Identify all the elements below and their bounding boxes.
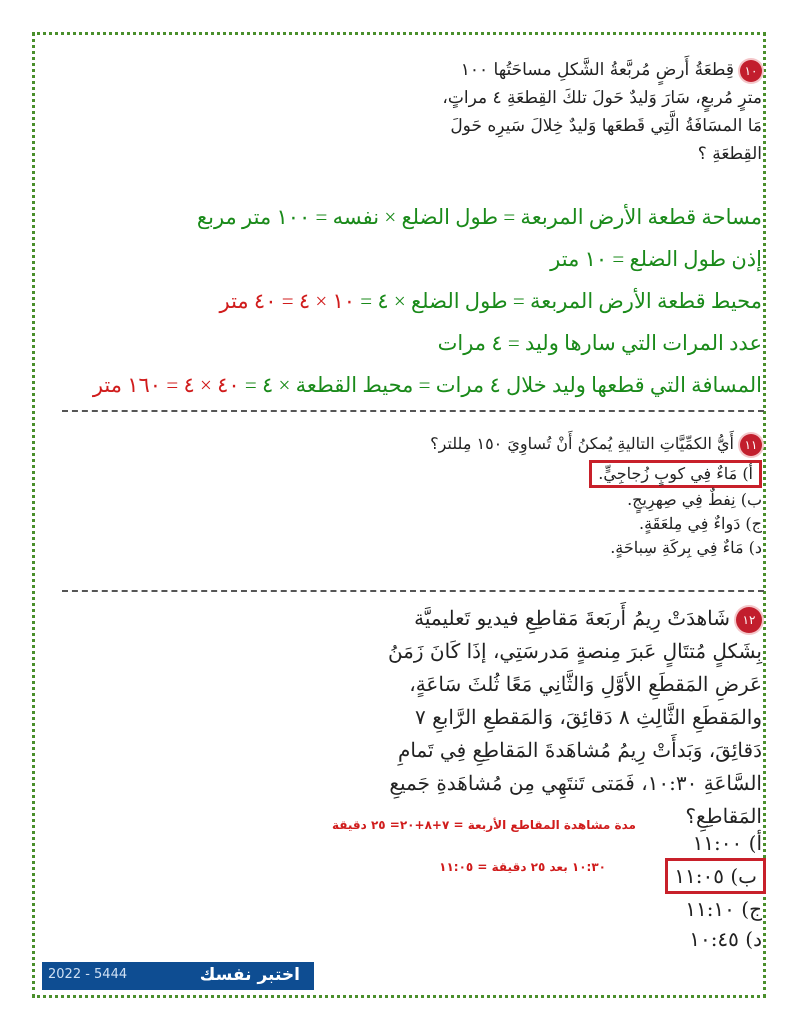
solution-line-side: إذن طول الضلع = ١٠ متر [550,247,762,271]
option-b: ب) نِفطٌ فِي صِهرِيجٍ. [627,490,762,509]
solution-perimeter-formula: محيط قطعة الأرض المربعة = طول الضلع × ٤ = [355,289,762,313]
question-number-badge: ١٠ [740,60,762,82]
question-12 [72,602,762,833]
section-divider [62,410,764,412]
annotation-total-duration: مدة مشاهدة المقاطع الأربعة = ٧+٨+٢٠= ٢٥ دقيقة [331,818,636,832]
annotation-end-time: ١٠:٣٠ بعد ٢٥ دقيقة = ١١:٠٥ [439,860,606,874]
question-line: مترٍ مُربعٍ، سَارَ وَليدٌ حَولَ تلكَ القِطعَةِ ٤ مراتٍ، [442,88,762,108]
question-line: القِطعَةِ ؟ [697,144,762,164]
question-line: المَقاطِعِ؟ [685,804,762,828]
question-11 [72,432,762,558]
solution-distance-result: ٤٠ × ٤ = ١٦٠ متر [92,373,240,397]
option-b-correct: ب) ١١:٠٥ [665,858,766,894]
question-line: بِشَكلٍ مُتتَالٍ عَبرَ مِنصةٍ مَدرسَتِي، إذَا كَانَ زَمَنُ [387,639,762,663]
option-c: ج) ١١:١٠ [685,897,762,921]
question-10-solution [72,206,762,398]
solution-line-times: عدد المرات التي سارها وليد = ٤ مرات [437,331,762,355]
question-10 [72,56,762,168]
solution-distance-formula: المسافة التي قطعها وليد خلال ٤ مرات = محيط القطعة × ٤ = [239,373,762,397]
question-number-badge: ١١ [740,434,762,456]
question-10-text [72,56,762,168]
option-c: ج) دَواءٌ فِي مِلعَقَةٍ. [639,514,762,533]
solution-line-perimeter [72,290,762,314]
question-12-options [322,828,762,954]
question-line: دَقائِقَ، وَبَدأَتْ رِيمُ مُشاهَدةَ المَقاطِعِ فِي تَمامِ [397,738,762,762]
question-number-badge: ١٢ [736,607,762,633]
question-line: مَا المسَافَةُ الَّتِي قَطعَها وَليدٌ خِلالَ سَيرِه حَولَ [450,116,762,136]
section-divider [62,590,764,592]
solution-line-area: مساحة قطعة الأرض المربعة = طول الضلع × نفسه = ١٠٠ متر مربع [196,205,762,229]
question-line: قِطعَةُ أَرضٍ مُربَّعةُ الشَّكلِ مساحَتُها ١٠٠ [460,60,734,80]
question-11-text: أَيُّ الكمِّيَّاتِ التاليةِ يُمكنُ أَنْ تُساوِيَ ١٥٠ مِللتر؟ [430,434,734,453]
option-a: أ) ١١:٠٠ [692,831,762,855]
question-line: عَرضِ المَقطَعِ الأوَّلِ وَالثَّانِي مَعًا ثُلثَ سَاعَةٍ، [409,672,762,696]
solution-line-distance [72,374,762,398]
option-d: د) ١٠:٤٥ [689,927,762,951]
question-line: شَاهدَتْ رِيمُ أَربَعةَ مَقاطِعِ فيديو تَعليميَّة [414,606,730,630]
option-a-correct: أ) مَاءٌ فِي كوبٍ زُجاجِيٍّ. [589,460,762,488]
option-d: د) مَاءٌ فِي بِركَةِ سِباحَةٍ. [610,538,762,557]
footer-bar [42,962,314,990]
question-line: والمَقطَعِ الثَّالِثِ ٨ دَقائِقَ، وَالمَقطعِ الرَّابعِ ٧ [415,705,762,729]
footer-year: 2022 - 5444 [48,967,128,982]
solution-perimeter-result: ١٠ × ٤ = ٤٠ متر [219,289,356,313]
footer-title: اختبر نفسك [199,965,300,985]
question-line: السَّاعَةِ ١٠:٣٠، فَمَتى تَنتَهِي مِن مُشاهَدةِ جَميعِ [389,771,762,795]
